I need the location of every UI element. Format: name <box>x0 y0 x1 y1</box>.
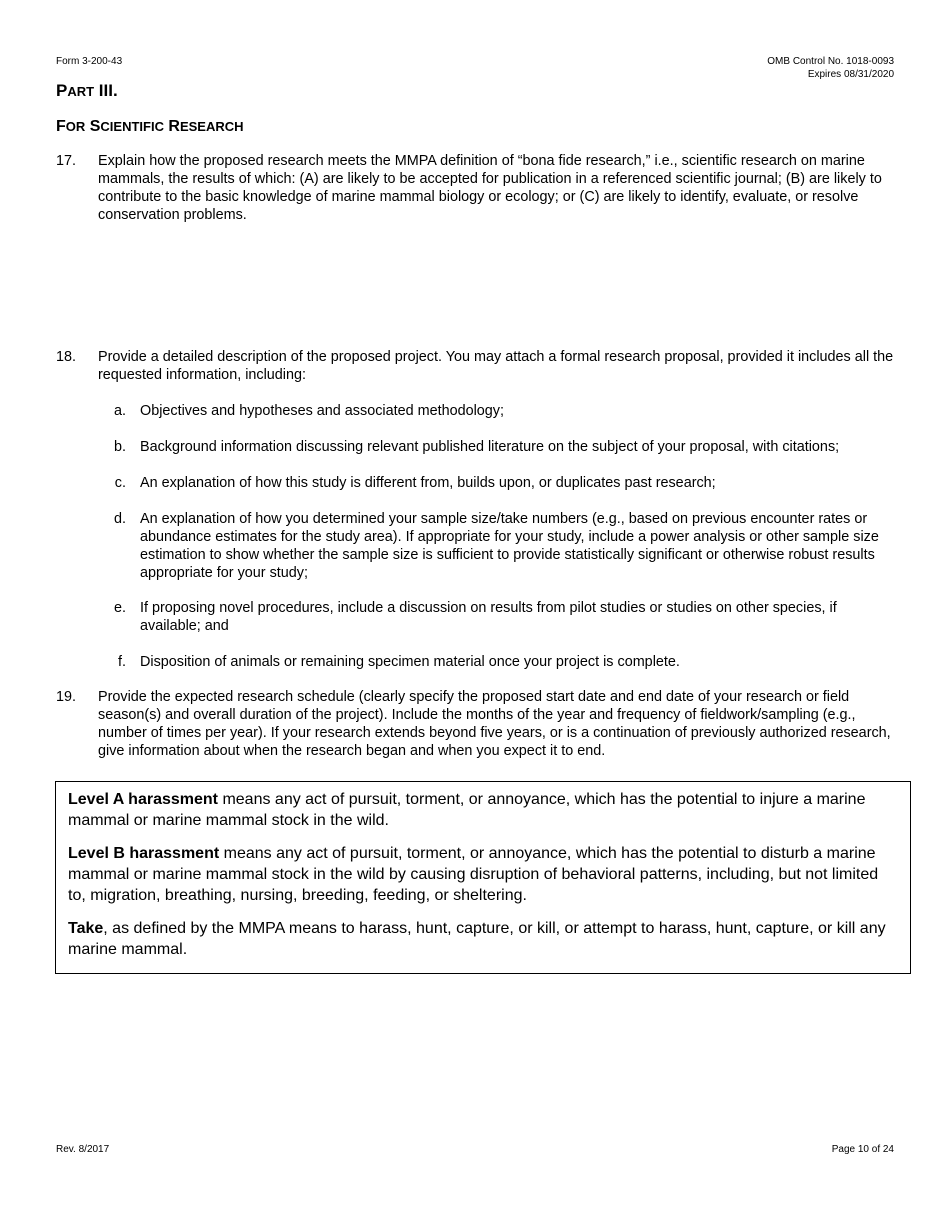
list-item: d. An explanation of how you determined your sample size/take numbers (e.g., based on previous encounter rates or abundance estimates for the study area). If appropriate for your study, include a power analysis or other sample size estimation to show whether the sample size is sufficient to provide statistically significant or otherwise robust results appropriate for your study; <box>113 511 879 581</box>
revision-date: Rev. 8/2017 <box>56 1144 110 1155</box>
form-number: Form 3-200-43 <box>56 56 123 67</box>
definition-term: Take <box>68 920 104 937</box>
definition-term: Level B harassment <box>68 845 220 862</box>
list-item: b. Background information discussing relevant published literature on the subject of your proposal, with citations; <box>113 439 840 455</box>
question-text: Provide a detailed description of the proposed project. You may attach a formal research proposal, provided it includes all the requested information, including: <box>98 349 894 383</box>
definition-take: Take, as defined by the MMPA means to harass, hunt, capture, or kill, or attempt to harass, hunt, capture, or kill any marine mammal. <box>68 920 886 958</box>
list-item: e. If proposing novel procedures, include a discussion on results from pilot studies or studies on other species, if available; and <box>113 600 837 634</box>
question-number: 18. <box>56 349 77 365</box>
definitions-box <box>55 781 911 974</box>
expiration-date: Expires 08/31/2020 <box>807 69 894 80</box>
definition-level-b: Level B harassment means any act of pursuit, torment, or annoyance, which has the potential to disturb a marine mammal or marine mammal stock in the wild by causing disruption of behavioral patterns, including, but not limited to, migration, breathing, nursing, breeding, feeding, or sheltering. <box>68 845 879 904</box>
list-item: c. An explanation of how this study is different from, builds upon, or duplicates past research; <box>114 475 716 491</box>
list-item: f. Disposition of animals or remaining specimen material once your project is complete. <box>118 654 680 670</box>
question-18 <box>56 348 896 384</box>
question-19 <box>56 688 896 760</box>
list-item: a. Objectives and hypotheses and associated methodology; <box>113 403 504 419</box>
question-17 <box>56 152 896 224</box>
definition-level-a: Level A harassment means any act of pursuit, torment, or annoyance, which has the potential to injure a marine mammal or marine mammal stock in the wild. <box>68 791 866 829</box>
question-text: Explain how the proposed research meets the MMPA definition of “bona fide research,” i.e., scientific research on marine mammals, the results of which: (A) are likely to be accepted for publication in a referenced scientific journal; (B) are likely to contribute to the basic knowledge of marine mammal biology or ecology; or (C) are likely to identify, evaluate, or resolve conservation problems. <box>98 153 882 223</box>
omb-control-number: OMB Control No. 1018-0093 <box>767 56 894 67</box>
question-text: Provide the expected research schedule (clearly specify the proposed start date and end date of your research or field season(s) and overall duration of the project). Include the months of the year and frequency of fieldwork/sampling (e.g., number of times per year). If your research extends beyond five years, or is a continuation of previously authorized research, give information about when the research began and when you expect it to end. <box>98 689 891 759</box>
page-number: Page 10 of 24 <box>831 1144 894 1155</box>
section-title: FOR SCIENTIFIC RESEARCH <box>56 118 244 135</box>
definition-term: Level A harassment <box>68 791 218 808</box>
question-number: 17. <box>56 153 77 169</box>
part-title: PART III. <box>56 81 118 100</box>
question-number: 19. <box>56 689 77 705</box>
